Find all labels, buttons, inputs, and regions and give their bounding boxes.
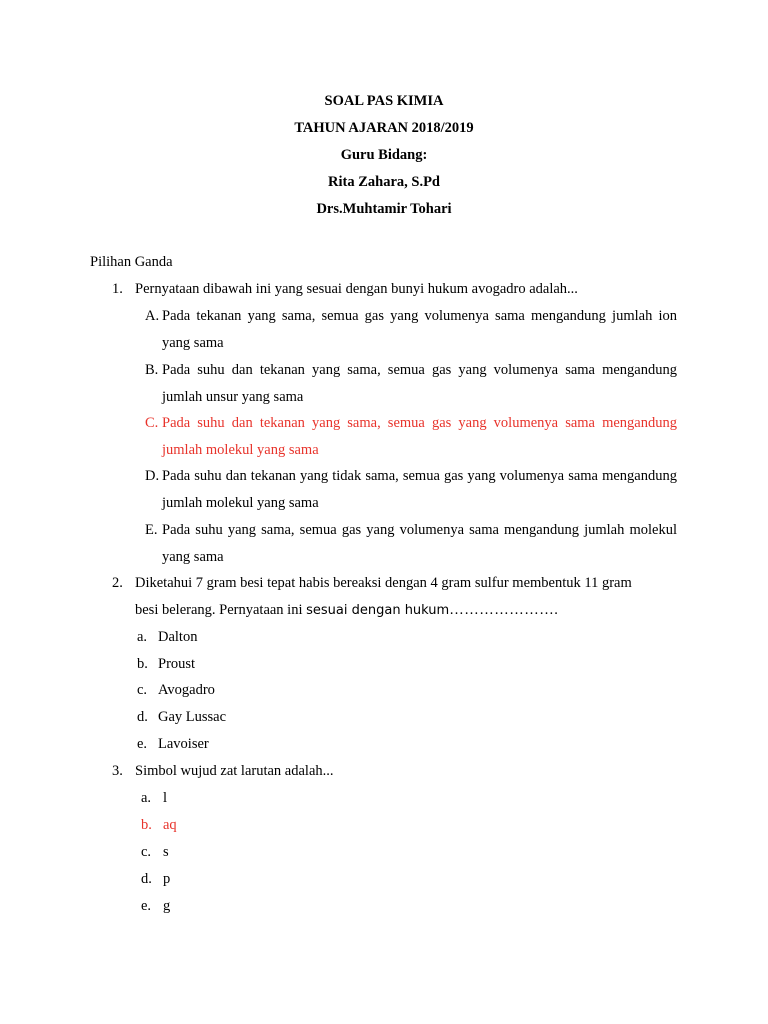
question-text-part-alt-font: sesuai dengan hukum bbox=[306, 603, 450, 618]
blank-dots: …………………. bbox=[449, 602, 559, 618]
question-text: Simbol wujud zat larutan adalah... bbox=[135, 763, 334, 779]
question-text-part: besi belerang. Pernyataan ini bbox=[135, 602, 307, 618]
question-text-continued bbox=[135, 597, 677, 624]
option-letter: c. bbox=[137, 682, 148, 698]
option-text: s bbox=[163, 844, 169, 860]
option-text: Avogadro bbox=[158, 682, 215, 698]
option-letter: d. bbox=[141, 871, 152, 887]
teacher-name-1: Rita Zahara, S.Pd bbox=[328, 174, 440, 190]
title-line: SOAL PAS KIMIA bbox=[324, 93, 444, 109]
question-text: Pernyataan dibawah ini yang sesuai dengan bunyi hukum avogadro adalah... bbox=[135, 281, 578, 297]
option-text: Proust bbox=[158, 656, 196, 672]
question-number: 3. bbox=[112, 763, 123, 779]
option-text: p bbox=[163, 871, 171, 887]
option-letter: A. bbox=[145, 308, 160, 324]
option-letter: B. bbox=[145, 362, 159, 378]
option-letter: a. bbox=[141, 790, 152, 806]
question-text: Diketahui 7 gram besi tepat habis bereaksi dengan 4 gram sulfur membentuk 11 gram bbox=[135, 575, 632, 591]
option-text: Pada suhu yang sama, semua gas yang volumenya sama mengandung jumlah molekul yang sama bbox=[162, 522, 677, 565]
option-text: Pada suhu dan tekanan yang sama, semua gas yang volumenya sama mengandung jumlah unsur yang sama bbox=[162, 362, 677, 405]
option-text-correct: aq bbox=[163, 817, 177, 833]
option-letter: e. bbox=[141, 898, 152, 914]
option-text-correct: Pada suhu dan tekanan yang sama, semua gas yang volumenya sama mengandung jumlah molekul yang sama bbox=[162, 415, 677, 458]
option-letter: c. bbox=[141, 844, 152, 860]
option-text: g bbox=[163, 898, 171, 914]
school-year-line: TAHUN AJARAN 2018/2019 bbox=[294, 120, 474, 136]
option-text: Pada suhu dan tekanan yang tidak sama, semua gas yang volumenya sama mengandung jumlah molekul yang sama bbox=[162, 468, 677, 511]
option-text: Dalton bbox=[158, 629, 198, 645]
option-letter: D. bbox=[145, 468, 160, 484]
option-letter-correct: b. bbox=[141, 817, 152, 833]
option-letter: b. bbox=[137, 656, 148, 672]
question-number: 2. bbox=[112, 575, 123, 591]
section-title: Pilihan Ganda bbox=[90, 254, 173, 270]
option-letter-correct: C. bbox=[145, 415, 159, 431]
option-letter: e. bbox=[137, 736, 148, 752]
option-letter: a. bbox=[137, 629, 148, 645]
option-text: Pada tekanan yang sama, semua gas yang volumenya sama mengandung jumlah ion yang sama bbox=[162, 308, 677, 351]
option-letter: E. bbox=[145, 522, 158, 538]
teacher-name-2: Drs.Muhtamir Tohari bbox=[316, 201, 452, 217]
option-letter: d. bbox=[137, 709, 148, 725]
option-text: Lavoiser bbox=[158, 736, 209, 752]
question-number: 1. bbox=[112, 281, 123, 297]
teacher-label: Guru Bidang: bbox=[340, 147, 428, 163]
option-text: Gay Lussac bbox=[158, 709, 227, 725]
option-text: l bbox=[163, 790, 168, 806]
document-header bbox=[0, 88, 768, 223]
